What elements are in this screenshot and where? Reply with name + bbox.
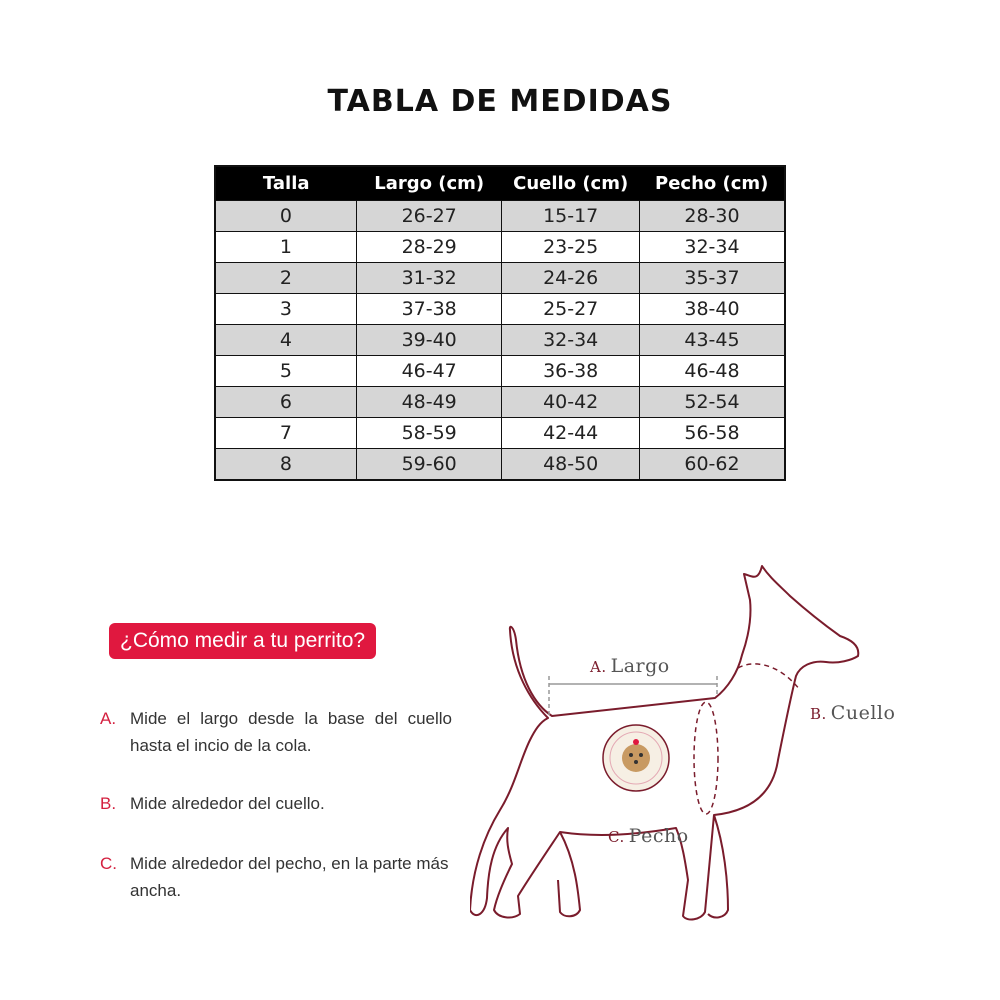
header-talla: Talla <box>215 166 356 201</box>
cell-cuello: 32-34 <box>502 325 640 356</box>
cell-cuello: 36-38 <box>502 356 640 387</box>
cell-talla: 1 <box>215 232 356 263</box>
step-text: Mide alrededor del cuello. <box>130 794 325 813</box>
label-cuello <box>810 702 895 724</box>
dog-leg-detail-icon <box>558 832 580 916</box>
step-text: Mide alrededor del pecho, en la parte más ancha. <box>130 854 449 900</box>
cell-largo: 58-59 <box>356 418 501 449</box>
label-largo <box>590 655 670 677</box>
cell-cuello: 25-27 <box>502 294 640 325</box>
cell-cuello: 24-26 <box>502 263 640 294</box>
table-row <box>215 325 785 356</box>
cell-talla: 7 <box>215 418 356 449</box>
label-letter: A. <box>590 658 607 676</box>
cell-largo: 26-27 <box>356 201 501 232</box>
cell-talla: 6 <box>215 387 356 418</box>
cell-talla: 4 <box>215 325 356 356</box>
cell-largo: 48-49 <box>356 387 501 418</box>
cell-largo: 59-60 <box>356 449 501 481</box>
cell-pecho: 60-62 <box>639 449 785 481</box>
cell-cuello: 40-42 <box>502 387 640 418</box>
table-row <box>215 418 785 449</box>
cell-pecho: 32-34 <box>639 232 785 263</box>
pecho-measure-line <box>694 702 718 814</box>
header-cuello: Cuello (cm) <box>502 166 640 201</box>
label-pecho <box>608 825 689 847</box>
cell-cuello: 23-25 <box>502 232 640 263</box>
step-b <box>100 790 452 817</box>
page-title: TABLA DE MEDIDAS <box>327 84 673 119</box>
step-text: Mide el largo desde la base del cuello hasta el incio de la cola. <box>130 709 452 755</box>
cell-largo: 39-40 <box>356 325 501 356</box>
step-letter: B. <box>100 794 117 813</box>
cell-pecho: 35-37 <box>639 263 785 294</box>
step-c <box>100 850 452 904</box>
label-name: Cuello <box>830 702 896 724</box>
cell-cuello: 42-44 <box>502 418 640 449</box>
label-letter: C. <box>608 828 625 846</box>
cell-pecho: 43-45 <box>639 325 785 356</box>
size-table <box>214 165 786 481</box>
cell-cuello: 15-17 <box>502 201 640 232</box>
step-letter: C. <box>100 854 117 873</box>
header-largo: Largo (cm) <box>356 166 501 201</box>
cell-pecho: 56-58 <box>639 418 785 449</box>
table-header-row <box>215 166 785 201</box>
label-name: Largo <box>610 655 670 677</box>
table-row <box>215 387 785 418</box>
label-name: Pecho <box>628 825 689 847</box>
cell-pecho: 52-54 <box>639 387 785 418</box>
label-letter: B. <box>810 705 827 723</box>
cell-talla: 0 <box>215 201 356 232</box>
how-to-measure-heading: ¿Cómo medir a tu perrito? <box>109 623 376 659</box>
cell-pecho: 46-48 <box>639 356 785 387</box>
cell-pecho: 28-30 <box>639 201 785 232</box>
table-row <box>215 201 785 232</box>
cell-talla: 2 <box>215 263 356 294</box>
cell-talla: 3 <box>215 294 356 325</box>
table-row <box>215 449 785 481</box>
cell-largo: 28-29 <box>356 232 501 263</box>
dog-front-leg-icon <box>708 815 728 917</box>
step-a <box>100 705 452 759</box>
cell-largo: 37-38 <box>356 294 501 325</box>
table-row <box>215 263 785 294</box>
cell-largo: 46-47 <box>356 356 501 387</box>
step-letter: A. <box>100 709 117 728</box>
table-row <box>215 356 785 387</box>
cell-cuello: 48-50 <box>502 449 640 481</box>
dog-measurement-diagram <box>470 560 990 980</box>
cell-pecho: 38-40 <box>639 294 785 325</box>
header-pecho: Pecho (cm) <box>639 166 785 201</box>
brand-logo-icon <box>603 725 669 791</box>
table-row <box>215 294 785 325</box>
cell-talla: 5 <box>215 356 356 387</box>
cell-talla: 8 <box>215 449 356 481</box>
table-row <box>215 232 785 263</box>
cuello-measure-line <box>738 664 800 690</box>
cell-largo: 31-32 <box>356 263 501 294</box>
